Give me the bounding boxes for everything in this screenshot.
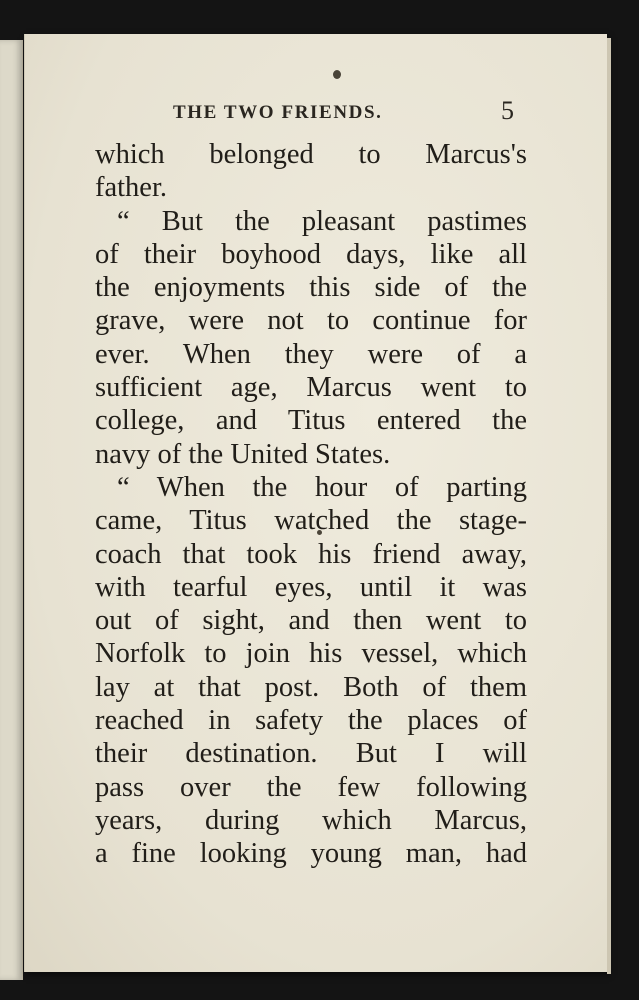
- text-line: grave, were not to continue for: [95, 305, 527, 337]
- text-line: navy of the United States.: [95, 438, 391, 470]
- running-head: THE TWO FRIENDS.: [173, 102, 383, 123]
- text-line: college, and Titus entered the: [95, 405, 527, 437]
- page-header: [25, 98, 607, 128]
- text-line: pass over the few following: [95, 771, 527, 803]
- page-number: 5: [501, 96, 514, 125]
- ink-spot: [333, 70, 341, 79]
- facing-page-edge: [0, 40, 23, 980]
- text-line: which belonged to Marcus's: [95, 139, 527, 170]
- text-line: ever. When they were of a: [95, 338, 527, 370]
- body-text: [95, 138, 527, 871]
- text-line: father.: [95, 172, 168, 204]
- text-line: years, during which Marcus,: [95, 804, 527, 836]
- text-line: out of sight, and then went to: [95, 605, 527, 637]
- text-line: the enjoyments this side of the: [95, 272, 527, 304]
- text-line: a fine looking young man, had: [95, 838, 527, 870]
- text-line: coach that took his friend away,: [95, 538, 527, 570]
- text-line: with tearful eyes, until it was: [95, 571, 527, 603]
- text-line: their destination. But I will: [95, 738, 527, 770]
- book-page: [24, 34, 607, 972]
- text-line: sufficient age, Marcus went to: [95, 372, 527, 404]
- text-line: “ But the pleasant pastimes: [117, 205, 527, 237]
- text-line: came, Titus watched the stage-: [95, 505, 527, 537]
- text-line: lay at that post. Both of them: [95, 671, 527, 703]
- text-line: “ When the hour of parting: [117, 471, 527, 503]
- text-line: Norfolk to join his vessel, which: [95, 638, 527, 670]
- text-line: reached in safety the places of: [95, 705, 527, 737]
- page-edge: [607, 38, 611, 974]
- text-line: of their boyhood days, like all: [95, 238, 527, 270]
